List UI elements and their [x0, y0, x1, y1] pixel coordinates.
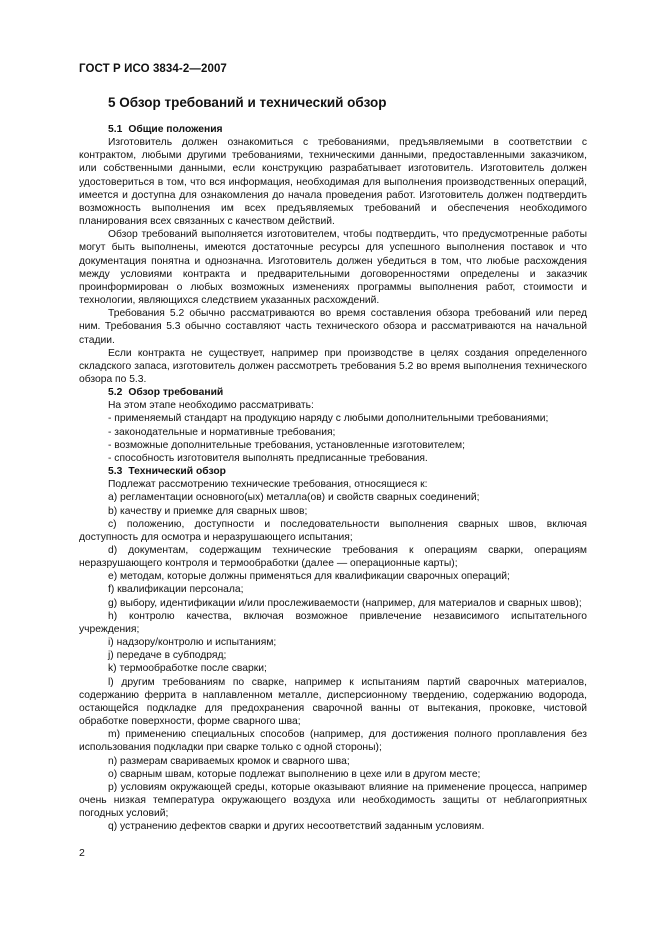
list-item: c) положению, доступности и последовательности выполнения сварных швов, включая доступность для осмотра и неразрушающего испытания;: [79, 518, 587, 543]
subsection-heading-5-2: [79, 386, 587, 399]
list-item: h) контролю качества, включая возможное привлечение независимого испытательного учреждения;: [79, 610, 587, 635]
list-item: o) сварным швам, которые подлежат выполнению в цехе или в другом месте;: [108, 768, 481, 780]
list-item: p) условиям окружающей среды, которые оказывают влияние на применение процесса, например очень низкая температура окружающего воздуха или необходимость защиты от неблагоприятных погодных условий;: [79, 781, 587, 820]
list-item: j) передаче в субподряд;: [108, 650, 227, 662]
document-body: [79, 123, 587, 833]
list-item: - законодательные и нормативные требования;: [108, 426, 336, 438]
list-intro: Подлежат рассмотрению технические требования, относящиеся к:: [108, 479, 428, 491]
subsection-number: 5.2: [108, 387, 123, 399]
subsection-title: Технический обзор: [128, 466, 226, 478]
list-item: f) квалификации персонала;: [108, 584, 244, 596]
list-item: - возможные дополнительные требования, установленные изготовителем;: [108, 439, 465, 451]
list-item: a) регламентации основного(ых) металла(ов) и свойств сварных соединений;: [108, 492, 480, 504]
section-title: 5 Обзор требований и технический обзор: [108, 95, 387, 110]
document-code: ГОСТ Р ИСО 3834-2—2007: [79, 63, 227, 75]
paragraph: Если контракта не существует, например при производстве в целях создания определенного складского запаса, изготовитель должен рассмотреть требования 5.2 во время выполнения технического обзора по 5.3.: [79, 347, 587, 385]
list-item: k) термообработке после сварки;: [108, 663, 267, 675]
subsection-title: Общие положения: [128, 124, 223, 135]
list-item: n) размерам свариваемых кромок и сварного шва;: [108, 755, 350, 767]
subsection-heading-5-3: [79, 465, 587, 478]
page-number: 2: [79, 847, 85, 859]
subsection-number: 5.1: [108, 124, 123, 135]
list-item: m) применению специальных способов (например, для достижения полного проплавления без использования подкладки при сварке только с одной стороны);: [79, 729, 587, 754]
list-item: i) надзору/контролю и испытаниям;: [108, 637, 277, 649]
subsection-number: 5.3: [108, 466, 123, 478]
paragraph: Изготовитель должен ознакомиться с требованиями, предъявляемыми в соответствии с контрактом, любыми другими требованиями, техническими данными, предоставленными заказчиком, или собственными данными, если конструкцию разрабатывает изготовитель. Изготовитель должен удостовериться в том, что вся информация, необходимая для выполнения производственных операций, имеется и доступна для ознакомления до начала проведения работ. Изготовитель должен подтвердить возможность выполнения им всех предъявляемых требований и обеспечения необходимого планирования всех связанных с качеством действий.: [79, 137, 587, 228]
list-item: e) методам, которые должны применяться для квалификации сварочных операций;: [108, 571, 510, 583]
subsection-title: Обзор требований: [128, 387, 224, 399]
paragraph: Обзор требований выполняется изготовителем, чтобы подтвердить, что предусмотренные работы могут быть выполнены, имеются достаточные ресурсы для успешного выполнения поставок и что документация понятна и однозначна. Изготовитель должен убедиться в том, что любые расхождения между условиями контракта и предварительными договоренностями определены и заказчик проинформирован о любых возможных изменениях программы выполнения работ, стоимости и технологии, являющихся следствием указанных расхождений.: [79, 229, 587, 307]
list-item: d) документам, содержащим технические требования к операциям сварки, операциям неразрушающего контроля и термообработки (далее — операционные карты);: [79, 545, 587, 570]
list-item: q) устранению дефектов сварки и других несоответствий заданным условиям.: [108, 821, 485, 833]
subsection-heading-5-1: [79, 123, 587, 136]
list-item: g) выбору, идентификации и/или прослеживаемости (например, для материалов и сварных швов);: [108, 597, 582, 609]
list-item: - способность изготовителя выполнять предписанные требования.: [108, 452, 428, 464]
paragraph: Требования 5.2 обычно рассматриваются во время составления обзора требований или перед ним. Требования 5.3 обычно составляют часть технического обзора и рассматриваются на начальной стадии.: [79, 308, 587, 346]
list-item: l) другим требованиям по сварке, например к испытаниям партий сварочных материалов, содержанию феррита в наплавленном металле, дисперсионному твердению, содержанию водорода, остающейся подкладке для предохранения сварочной ванны от вытекания, проковке, чистовой обработке поверхности, форме сварного шва;: [79, 676, 587, 728]
list-item: b) качеству и приемке для сварных швов;: [108, 505, 308, 517]
list-intro: На этом этапе необходимо рассматривать:: [108, 400, 314, 412]
list-item: - применяемый стандарт на продукцию наряду с любыми дополнительными требованиями;: [108, 413, 549, 425]
